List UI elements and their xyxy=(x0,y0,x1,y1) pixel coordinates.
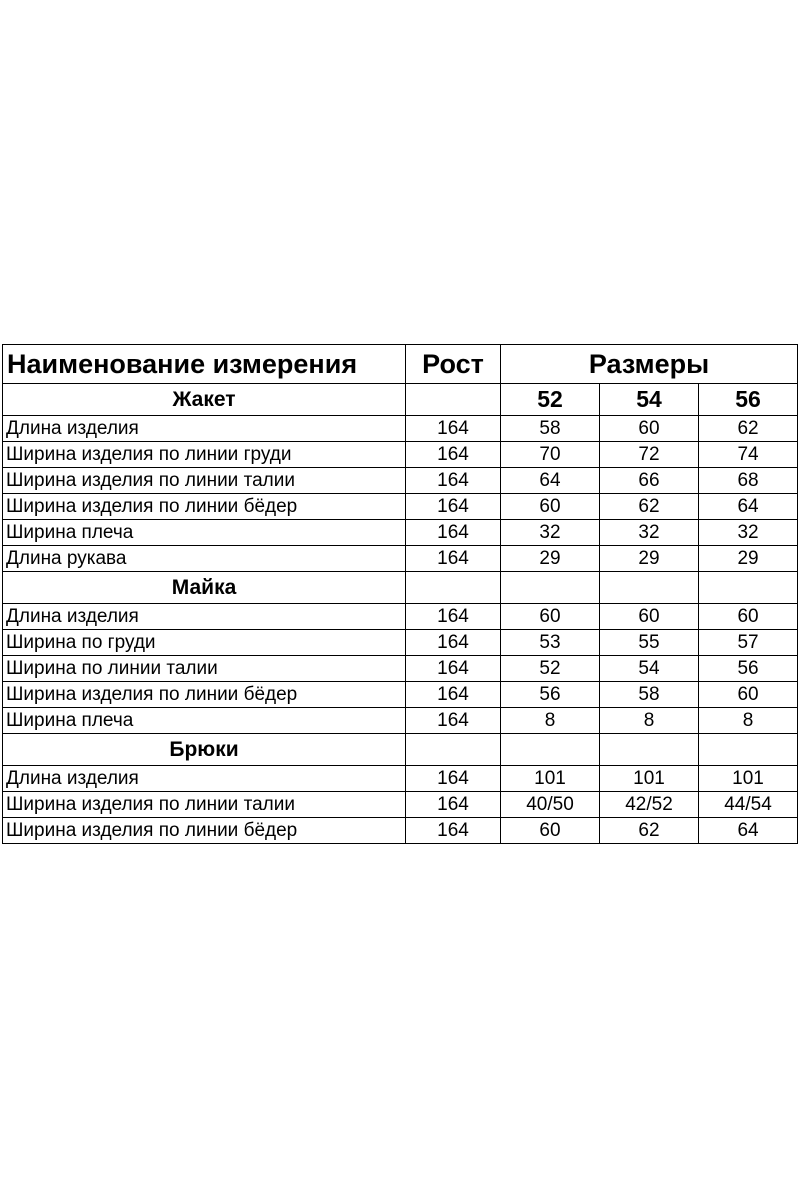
size-value: 29 xyxy=(600,546,699,572)
section-size-blank xyxy=(699,734,798,766)
section-row xyxy=(3,384,798,416)
size-value: 62 xyxy=(600,818,699,844)
size-value: 8 xyxy=(501,708,600,734)
height-value: 164 xyxy=(406,708,501,734)
size-value: 54 xyxy=(600,656,699,682)
height-value: 164 xyxy=(406,416,501,442)
size-value: 44/54 xyxy=(699,792,798,818)
height-value: 164 xyxy=(406,520,501,546)
section-title: Майка xyxy=(3,572,406,604)
height-value: 164 xyxy=(406,818,501,844)
section-row xyxy=(3,734,798,766)
size-value: 64 xyxy=(699,494,798,520)
measurement-name: Ширина плеча xyxy=(3,708,406,734)
size-value: 58 xyxy=(600,682,699,708)
size-value: 32 xyxy=(600,520,699,546)
section-height-blank xyxy=(406,734,501,766)
measurement-name: Ширина изделия по линии талии xyxy=(3,792,406,818)
size-value: 55 xyxy=(600,630,699,656)
size-value: 60 xyxy=(600,416,699,442)
height-value: 164 xyxy=(406,468,501,494)
table-row xyxy=(3,494,798,520)
height-value: 164 xyxy=(406,630,501,656)
size-value: 60 xyxy=(600,604,699,630)
measurement-name: Длина изделия xyxy=(3,766,406,792)
size-value: 66 xyxy=(600,468,699,494)
size-label: 54 xyxy=(600,384,699,416)
section-title: Жакет xyxy=(3,384,406,416)
table-row xyxy=(3,468,798,494)
measurement-name: Ширина изделия по линии груди xyxy=(3,442,406,468)
height-value: 164 xyxy=(406,682,501,708)
measurement-name: Ширина изделия по линии бёдер xyxy=(3,494,406,520)
section-size-blank xyxy=(501,734,600,766)
size-value: 60 xyxy=(699,604,798,630)
size-value: 29 xyxy=(699,546,798,572)
table-row xyxy=(3,766,798,792)
size-value: 8 xyxy=(600,708,699,734)
size-value: 32 xyxy=(501,520,600,546)
size-value: 70 xyxy=(501,442,600,468)
table-row xyxy=(3,708,798,734)
table-row xyxy=(3,682,798,708)
measurement-name: Ширина по линии талии xyxy=(3,656,406,682)
section-height-blank xyxy=(406,572,501,604)
table-row xyxy=(3,792,798,818)
height-value: 164 xyxy=(406,494,501,520)
measurement-name: Ширина изделия по линии талии xyxy=(3,468,406,494)
size-value: 40/50 xyxy=(501,792,600,818)
section-size-blank xyxy=(699,572,798,604)
section-title: Брюки xyxy=(3,734,406,766)
section-size-blank xyxy=(600,734,699,766)
height-value: 164 xyxy=(406,792,501,818)
height-value: 164 xyxy=(406,442,501,468)
section-row xyxy=(3,572,798,604)
table-row xyxy=(3,656,798,682)
size-value: 62 xyxy=(699,416,798,442)
measurement-name: Длина рукава xyxy=(3,546,406,572)
size-value: 29 xyxy=(501,546,600,572)
size-value: 32 xyxy=(699,520,798,546)
size-value: 58 xyxy=(501,416,600,442)
size-value: 52 xyxy=(501,656,600,682)
table-row xyxy=(3,442,798,468)
height-value: 164 xyxy=(406,766,501,792)
measurement-name: Ширина изделия по линии бёдер xyxy=(3,818,406,844)
height-value: 164 xyxy=(406,656,501,682)
measurement-name: Длина изделия xyxy=(3,604,406,630)
size-value: 60 xyxy=(699,682,798,708)
section-size-blank xyxy=(600,572,699,604)
size-value: 53 xyxy=(501,630,600,656)
size-value: 42/52 xyxy=(600,792,699,818)
measurement-name: Ширина плеча xyxy=(3,520,406,546)
height-value: 164 xyxy=(406,546,501,572)
size-value: 74 xyxy=(699,442,798,468)
size-value: 60 xyxy=(501,818,600,844)
table-row xyxy=(3,630,798,656)
header-sizes: Размеры xyxy=(501,345,798,384)
size-chart-body xyxy=(3,345,798,844)
size-value: 101 xyxy=(600,766,699,792)
size-value: 72 xyxy=(600,442,699,468)
header-height: Рост xyxy=(406,345,501,384)
table-row xyxy=(3,416,798,442)
table-row xyxy=(3,818,798,844)
size-label: 52 xyxy=(501,384,600,416)
size-value: 56 xyxy=(501,682,600,708)
size-value: 68 xyxy=(699,468,798,494)
size-value: 62 xyxy=(600,494,699,520)
size-value: 60 xyxy=(501,604,600,630)
table-row xyxy=(3,546,798,572)
size-label: 56 xyxy=(699,384,798,416)
table-row xyxy=(3,520,798,546)
measurement-name: Ширина по груди xyxy=(3,630,406,656)
height-value: 164 xyxy=(406,604,501,630)
section-size-blank xyxy=(501,572,600,604)
size-value: 57 xyxy=(699,630,798,656)
size-value: 101 xyxy=(699,766,798,792)
measurement-name: Длина изделия xyxy=(3,416,406,442)
size-value: 64 xyxy=(501,468,600,494)
section-height-blank xyxy=(406,384,501,416)
table-row xyxy=(3,604,798,630)
size-value: 64 xyxy=(699,818,798,844)
size-chart-table xyxy=(2,344,798,844)
header-measurement-name: Наименование измерения xyxy=(3,345,406,384)
size-value: 56 xyxy=(699,656,798,682)
size-value: 101 xyxy=(501,766,600,792)
header-row xyxy=(3,345,798,384)
size-value: 8 xyxy=(699,708,798,734)
size-value: 60 xyxy=(501,494,600,520)
measurement-name: Ширина изделия по линии бёдер xyxy=(3,682,406,708)
